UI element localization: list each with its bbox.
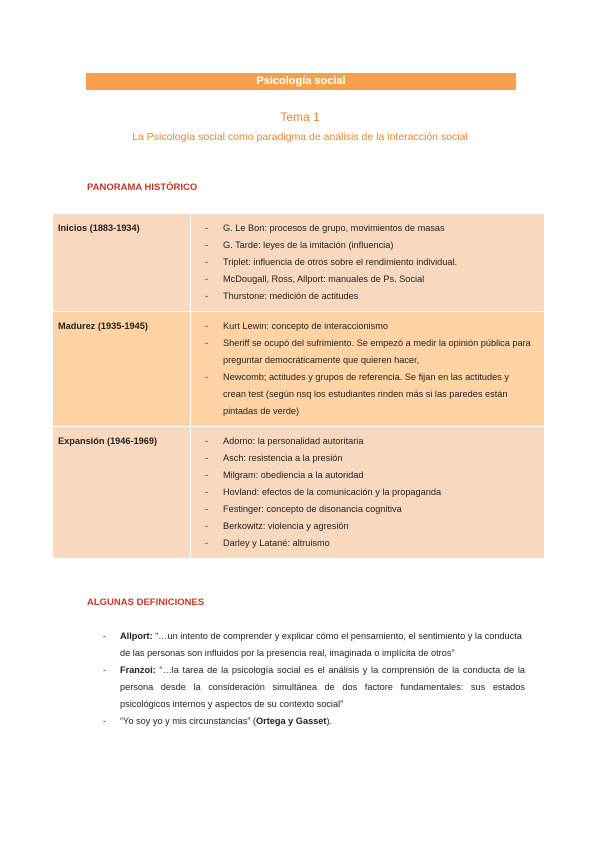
definition-item: [103, 662, 525, 713]
topic-number: Tema 1: [280, 110, 320, 124]
definition-text: “…la tarea de la psicología social es el análisis y la comprensión de la conducta de la persona desde la consideración simultánea de dos factore fundamentales: sus estados psicológicos internos y aspectos de su contexto social”: [120, 665, 525, 709]
list-item: - Sheriff se ocupó del sufrimiento. Se empezó a medir la opinión pública para preguntar democráticamente que quieren hacer,: [191, 335, 534, 369]
period-cell: Inicios (1883-1934): [53, 214, 191, 312]
item-list: [191, 318, 538, 420]
course-title: Psicología social: [256, 75, 346, 87]
list-item: - Newcomb; actitudes y grupos de referencia. Se fijan en las actitudes y crean test (según nsq los estudiantes rinden más si las paredes están pintadas de verde): [191, 369, 534, 420]
definitions-list: [103, 628, 525, 730]
list-item: - G. Le Bon: procesos de grupo, movimientos de masas: [191, 220, 534, 237]
definition-text: “…un intento de comprender y explicar cómo el pensamiento, el sentimiento y la conducta de las personas son influidos por la presencia real, imaginada o implícita de otros”: [120, 631, 522, 658]
period-cell: Expansión (1946-1969): [53, 427, 191, 559]
definition-prefix: “Yo soy yo y mis circunstancias” (: [120, 716, 256, 726]
table-row: [53, 214, 544, 312]
definition-suffix: ).: [326, 716, 333, 726]
items-cell: [191, 214, 545, 312]
list-item: - Festinger: concepto de disonancia cognitiva: [191, 501, 534, 518]
definition-author: Franzoi:: [120, 665, 156, 675]
items-cell: [191, 312, 545, 427]
list-item: - McDougall, Ross, Allport: manuales de Ps. Social: [191, 271, 534, 288]
table-row: [53, 427, 544, 559]
list-item: - Triplet: influencia de otros sobre el rendimiento individual.: [191, 254, 534, 271]
list-item: - Milgram: obediencia a la autoridad: [191, 467, 534, 484]
course-title-banner: [86, 73, 516, 90]
list-item: - Asch: resistencia a la presión: [191, 450, 534, 467]
table-row: [53, 312, 544, 427]
topic-subtitle: La Psicología social como paradigma de análisis de la interacción social: [132, 131, 468, 143]
list-item: - G. Tarde: leyes de la imitación (influencia): [191, 237, 534, 254]
list-item: - Darley y Latané: altruismo: [191, 535, 534, 552]
definition-author: Allport:: [120, 631, 153, 641]
list-item: - Thurstone: medición de actitudes: [191, 288, 534, 305]
definition-item: [103, 713, 525, 730]
list-item: - Hovland: efectos de la comunicación y la propaganda: [191, 484, 534, 501]
list-item: - Kurt Lewin: concepto de interaccionismo: [191, 318, 534, 335]
item-list: [191, 433, 538, 552]
period-cell: Madurez (1935-1945): [53, 312, 191, 427]
list-item: - Adorno: la personalidad autoritaria: [191, 433, 534, 450]
definition-author: Ortega y Gasset: [255, 716, 327, 726]
definition-item: [103, 628, 525, 662]
panorama-table: [53, 214, 544, 558]
definitions-heading: ALGUNAS DEFINICIONES: [87, 597, 205, 608]
items-cell: [191, 427, 545, 559]
list-item: - Berkowitz: violencia y agresión: [191, 518, 534, 535]
item-list: [191, 220, 538, 305]
panorama-heading: PANORAMA HISTÓRICO: [87, 182, 198, 193]
